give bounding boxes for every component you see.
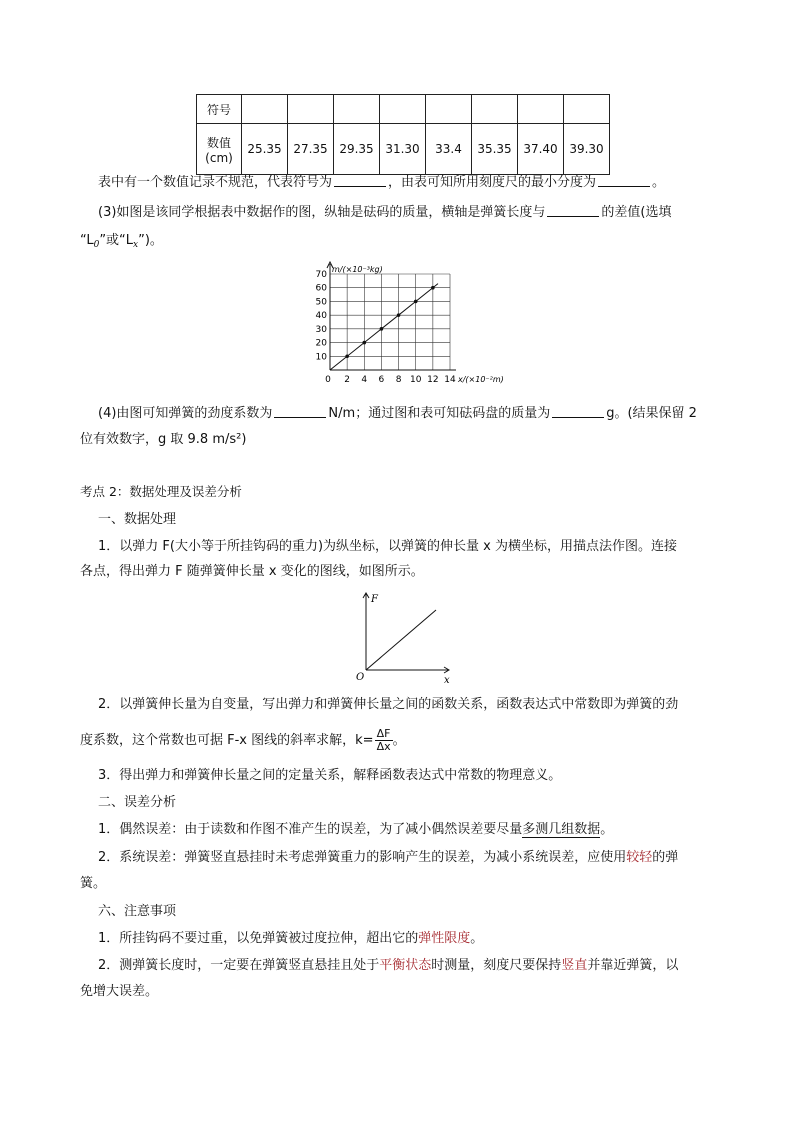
paragraph: 免增大误差。	[80, 984, 159, 999]
text-segment: (4)由图可知弹簧的劲度系数为	[98, 406, 273, 421]
table-cell: 29.35	[334, 124, 380, 175]
answer-blank	[598, 173, 650, 187]
table-cell	[334, 95, 380, 124]
y-tick-label: 60	[315, 283, 327, 294]
table-row	[197, 95, 610, 124]
fraction	[375, 728, 393, 753]
table-cell	[472, 95, 518, 124]
text-segment: N/m；通过图和表可知砝码盘的质量为	[328, 406, 551, 421]
text-segment: g。(结果保留 2	[606, 406, 697, 421]
table-cell: 27.35	[288, 124, 334, 175]
data-table	[196, 94, 610, 175]
table-header-symbol: 符号	[197, 95, 242, 124]
data-point	[431, 286, 435, 290]
subscript: x	[133, 240, 139, 250]
table-cell: 37.40	[518, 124, 564, 175]
text-segment: 。	[600, 822, 614, 837]
text-segment: 2．测弹簧长度时，一定要在弹簧竖直悬挂且处于	[98, 958, 380, 973]
table-cell	[288, 95, 334, 124]
fraction-denominator: Δx	[376, 740, 391, 753]
y-tick-label: 40	[315, 311, 327, 322]
y-axis-label: F	[371, 594, 378, 605]
text-segment: 时测量，刻度尺要保持	[431, 958, 562, 973]
underlined-term: 多测几组数据	[522, 822, 601, 837]
mass-length-chart	[300, 255, 520, 395]
text-segment: 表中有一个数值记录不规范，代表符号为	[98, 175, 333, 190]
x-tick-label: 14	[444, 375, 456, 385]
text-segment: 1．所挂钩码不要过重，以免弹簧被过度拉伸，超出它的	[98, 931, 419, 946]
x-tick-label: 6	[378, 375, 385, 385]
heading-data-processing: 一、数据处理	[98, 512, 177, 527]
paragraph	[98, 929, 483, 949]
y-tick-label: 30	[315, 324, 327, 335]
table-header-value-line2: (cm)	[205, 150, 233, 165]
x-axis-label: x	[444, 675, 450, 686]
y-tick-label: 50	[315, 297, 327, 308]
table-note-line	[98, 173, 665, 193]
text-segment: 。	[392, 733, 406, 748]
answer-blank	[552, 404, 604, 418]
question-3-line2	[80, 231, 163, 255]
highlighted-term: 弹性限度	[418, 931, 471, 946]
table-cell: 39.30	[564, 124, 610, 175]
x-tick-label: 10	[409, 375, 422, 385]
paragraph: 1．以弹力 F(大小等于所挂钩码的重力)为纵坐标，以弹簧的伸长量 x 为横坐标，用描点法作图。连接	[98, 539, 677, 554]
highlighted-term: 平衡状态	[379, 958, 432, 973]
table-cell	[564, 95, 610, 124]
paragraph	[98, 848, 678, 868]
text-segment: 的差值(选填	[601, 205, 672, 220]
paragraph: 3．得出弹力和弹簧伸长量之间的定量关系，解释函数表达式中常数的物理意义。	[98, 768, 562, 783]
x-tick-label: 0	[325, 375, 331, 385]
table-cell	[242, 95, 288, 124]
text-segment: 度系数，这个常数也可据 F-x 图线的斜率求解，k=	[80, 733, 374, 748]
text-segment: ，由表可知所用刻度尺的最小分度为	[388, 175, 597, 190]
question-4-line1	[98, 404, 697, 424]
table-cell: 33.4	[426, 124, 472, 175]
subscript: 0	[93, 240, 100, 250]
table-cell: 35.35	[472, 124, 518, 175]
text-segment: “L	[80, 233, 94, 248]
y-tick-label: 10	[315, 352, 327, 363]
table-header-value	[197, 124, 242, 175]
y-axis-label: m/(×10⁻³kg)	[332, 265, 383, 274]
text-segment: ”)。	[138, 233, 163, 248]
x-tick-label: 8	[395, 375, 402, 385]
origin-label: O	[356, 672, 365, 683]
heading-notes: 六、注意事项	[98, 904, 177, 919]
text-segment: 的弹	[652, 850, 679, 865]
x-axis-label: x/(×10⁻²m)	[458, 375, 504, 384]
data-point	[345, 354, 349, 358]
answer-blank	[334, 173, 386, 187]
answer-blank	[547, 203, 599, 217]
paragraph: 簧。	[80, 876, 107, 891]
question-4-line2: 位有效数字，g 取 9.8 m/s²)	[80, 432, 247, 447]
paragraph	[80, 726, 406, 756]
y-tick-label: 70	[315, 270, 327, 280]
paragraph	[98, 820, 613, 840]
fraction-numerator: ΔF	[375, 728, 393, 741]
x-tick-label: 2	[344, 375, 351, 385]
table-cell	[380, 95, 426, 124]
x-tick-label: 12	[427, 375, 439, 385]
table-row	[197, 124, 610, 175]
paragraph	[98, 956, 678, 976]
answer-blank	[274, 404, 326, 418]
text-segment: (3)如图是该同学根据表中数据作的图，纵轴是砝码的质量，横轴是弹簧长度与	[98, 205, 546, 220]
force-extension-graph	[348, 588, 458, 686]
y-tick-label: 20	[315, 338, 327, 349]
table-header-value-line1: 数值	[206, 135, 231, 150]
text-segment: ”或“L	[99, 233, 134, 248]
data-point	[414, 300, 418, 304]
data-point	[380, 327, 384, 331]
x-tick-label: 4	[361, 375, 368, 385]
question-3-line1	[98, 203, 672, 223]
table-cell	[426, 95, 472, 124]
proportional-line	[366, 610, 436, 670]
text-segment: 。	[470, 931, 484, 946]
table-cell: 25.35	[242, 124, 288, 175]
paragraph: 各点，得出弹力 F 随弹簧伸长量 x 变化的图线，如图所示。	[80, 564, 424, 579]
paragraph: 2．以弹簧伸长量为自变量，写出弹力和弹簧伸长量之间的函数关系，函数表达式中常数即为弹簧的劲	[98, 697, 679, 712]
table-cell	[518, 95, 564, 124]
highlighted-term: 较轻	[626, 850, 653, 865]
text-segment: 并靠近弹簧，以	[587, 958, 679, 973]
section-title: 考点 2：数据处理及误差分析	[80, 484, 242, 499]
data-point	[397, 313, 401, 317]
table-cell: 31.30	[380, 124, 426, 175]
text-segment: 1．偶然误差：由于读数和作图不准产生的误差，为了减小偶然误差要尽量	[98, 822, 523, 837]
highlighted-term: 竖直	[561, 958, 588, 973]
text-segment: 2．系统误差：弹簧竖直悬挂时未考虑弹簧重力的影响产生的误差，为减小系统误差，应使用	[98, 850, 627, 865]
data-point	[362, 341, 366, 345]
text-segment: 。	[652, 175, 666, 190]
heading-error-analysis: 二、误差分析	[98, 795, 177, 810]
